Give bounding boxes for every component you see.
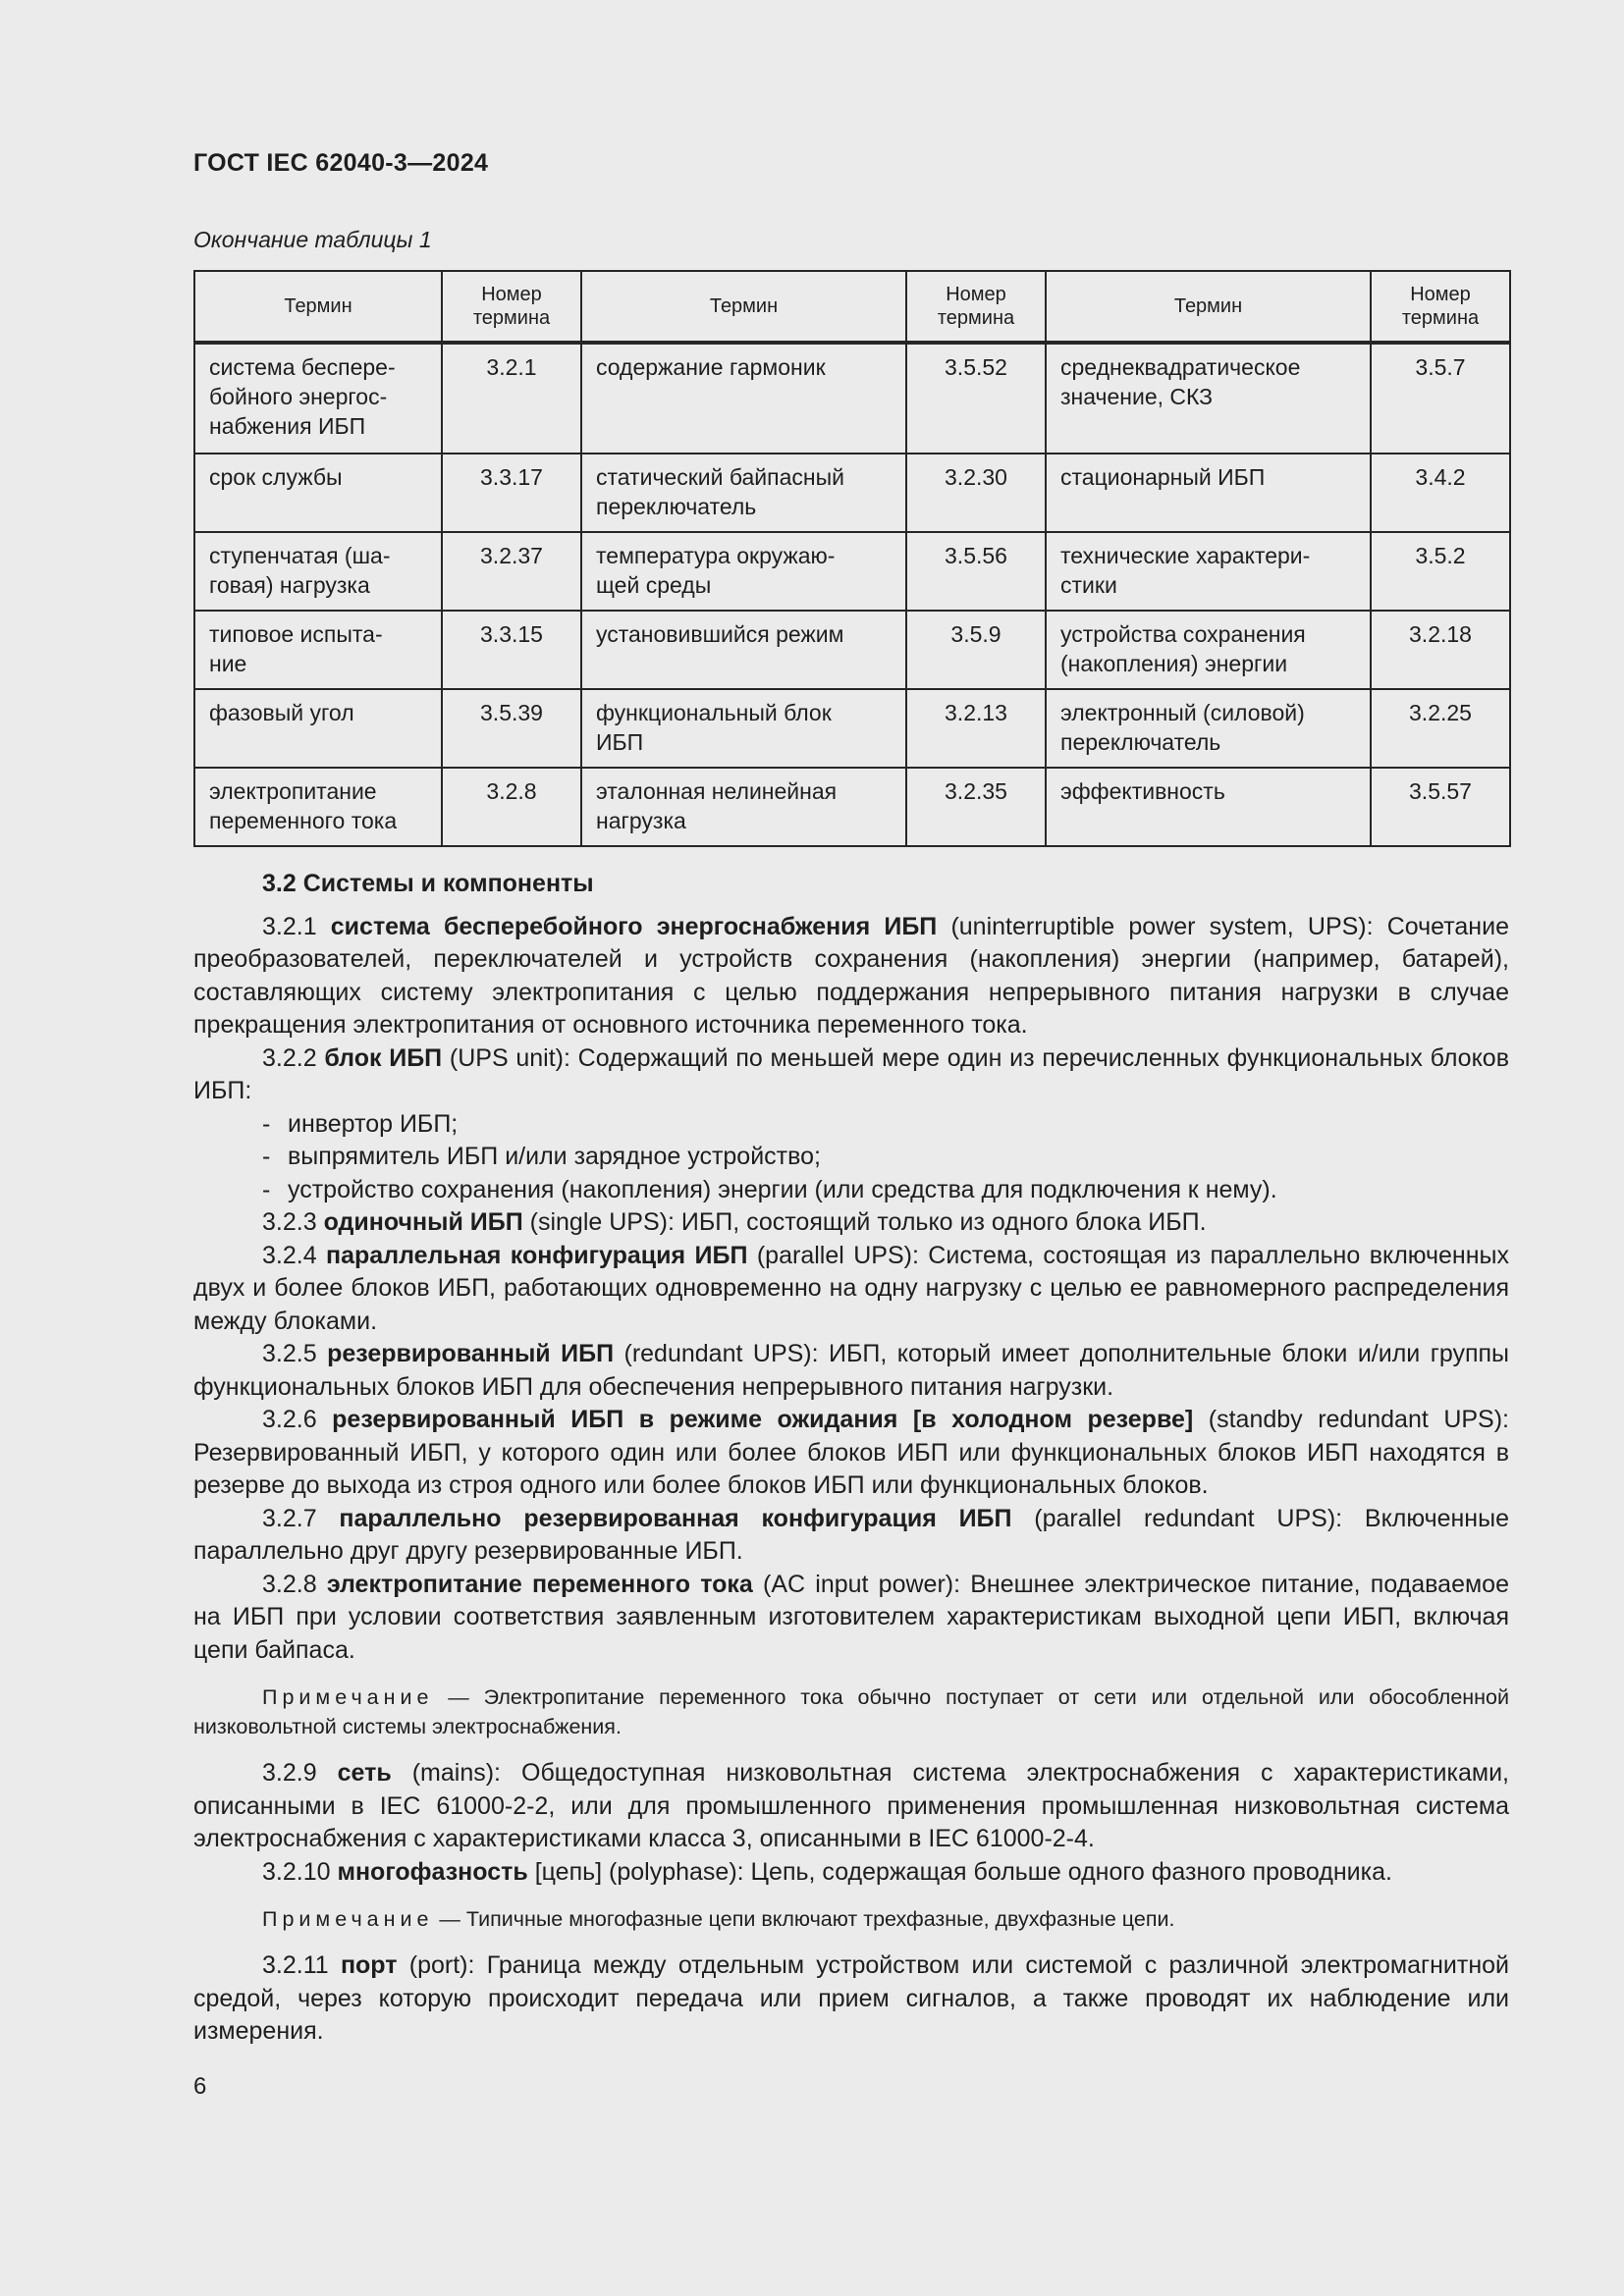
list-item (262, 1174, 1509, 1207)
definition-number: 3.2.6 (262, 1406, 333, 1433)
term-cell: устройства сохранения (накопления) энергии (1046, 611, 1371, 689)
note-text: — Электропитание переменного тока обычно поступает от сети или отдельной или обособленной низковольтной системы электроснабжения. (193, 1685, 1509, 1738)
definition-text: (port): Граница между отдельным устройством или системой с различной электромагнитной средой, через которую происходит передача или прием сигналов, а также проводят их наблюдение или измерения. (193, 1951, 1509, 2045)
definition-term: блок ИБП (324, 1043, 443, 1072)
terms-table (193, 270, 1511, 847)
table-caption: Окончание таблицы 1 (193, 227, 432, 252)
term-number-cell: 3.5.56 (906, 532, 1046, 611)
header-term: Термин (581, 271, 906, 343)
list-item (262, 1108, 1509, 1142)
definition-3-2-2 (193, 1042, 1509, 1108)
definition-number: 3.2.11 (262, 1951, 341, 1979)
term-cell: фазовый угол (194, 689, 442, 768)
list-dash: - (262, 1143, 271, 1170)
definition-number: 3.2.4 (262, 1241, 327, 1269)
definition-3-2-3 (193, 1206, 1509, 1240)
term-cell: электропитание переменного тока (194, 768, 442, 846)
definition-text: (uninterruptible power system, UPS): Сочетание преобразователей, переключателей и устройств сохранения (накопления) энергии (например, батарей), составляющих систему электропитания с целью поддержания непрерывного питания нагрузки в случае прекращения электропитания от основного источника переменного тока. (193, 912, 1509, 1039)
definition-term: система бесперебойного энергоснабжения ИБП (330, 912, 938, 940)
term-number-cell: 3.2.8 (442, 768, 581, 846)
table-row (194, 611, 1510, 689)
term-number-cell: 3.4.2 (1371, 454, 1510, 532)
table-header-row (194, 271, 1510, 343)
term-cell: технические характери- стики (1046, 532, 1371, 611)
definition-3-2-5 (193, 1338, 1509, 1404)
term-number-cell: 3.2.18 (1371, 611, 1510, 689)
list-item (262, 1141, 1509, 1174)
definition-3-2-8 (193, 1569, 1509, 1668)
definition-term: многофазность (337, 1857, 528, 1886)
term-number-cell: 3.5.9 (906, 611, 1046, 689)
definition-number: 3.2.9 (262, 1759, 338, 1787)
table-row (194, 454, 1510, 532)
ups-blocks-list (193, 1108, 1509, 1207)
list-item-text: инвертор ИБП; (288, 1109, 459, 1138)
term-cell: ступенчатая (ша- говая) нагрузка (194, 532, 442, 611)
definition-3-2-10 (193, 1856, 1509, 1890)
list-item-text: устройство сохранения (накопления) энергии (или средства для подключения к нему). (288, 1175, 1277, 1203)
definition-text: [цепь] (polyphase): Цепь, содержащая больше одного фазного проводника. (527, 1857, 1392, 1886)
term-cell: статический байпасный переключатель (581, 454, 906, 532)
term-cell: функциональный блок ИБП (581, 689, 906, 768)
definition-number: 3.2.2 (262, 1043, 325, 1072)
term-number-cell: 3.5.57 (1371, 768, 1510, 846)
definition-text: (parallel redundant UPS): Включенные параллельно друг другу резервированные ИБП. (193, 1504, 1509, 1565)
header-term: Термин (1046, 271, 1371, 343)
definition-text: (single UPS): ИБП, состоящий только из одного блока ИБП. (522, 1208, 1207, 1236)
term-number-cell: 3.5.2 (1371, 532, 1510, 611)
page-number: 6 (193, 2073, 207, 2100)
definition-text: (UPS unit): Содержащий по меньшей мере один из перечисленных функциональных блоков ИБП: (193, 1043, 1509, 1104)
term-cell: содержание гармоник (581, 343, 906, 454)
term-cell: эффективность (1046, 768, 1371, 846)
header-term-number: Номер термина (442, 271, 581, 343)
term-number-cell: 3.2.35 (906, 768, 1046, 846)
definition-term: резервированный ИБП в режиме ожидания [в холодном резерве] (332, 1406, 1194, 1433)
table-row (194, 768, 1510, 846)
term-number-cell: 3.2.25 (1371, 689, 1510, 768)
definition-number: 3.2.5 (262, 1340, 328, 1367)
definition-term: параллельная конфигурация ИБП (326, 1241, 748, 1269)
term-number-cell: 3.2.13 (906, 689, 1046, 768)
definition-term: порт (340, 1951, 398, 1979)
definition-number: 3.2.1 (262, 912, 331, 940)
list-dash: - (262, 1175, 271, 1203)
note-3-2-8 (193, 1682, 1509, 1741)
definition-3-2-9 (193, 1757, 1509, 1856)
definition-term: электропитание переменного тока (326, 1570, 753, 1598)
standard-designation: ГОСТ IEC 62040-3—2024 (193, 149, 489, 177)
note-3-2-10 (193, 1904, 1509, 1934)
table-row (194, 532, 1510, 611)
definition-number: 3.2.3 (262, 1208, 324, 1236)
term-number-cell: 3.2.30 (906, 454, 1046, 532)
term-cell: типовое испыта- ние (194, 611, 442, 689)
term-number-cell: 3.5.7 (1371, 343, 1510, 454)
section-body (193, 868, 1509, 2049)
term-number-cell: 3.3.17 (442, 454, 581, 532)
definition-text: (AC input power): Внешнее электрическое питание, подаваемое на ИБП при условии соответствия заявленным изготовителем характеристикам выходной цепи ИБП, включая цепи байпаса. (193, 1570, 1509, 1664)
definition-3-2-6 (193, 1404, 1509, 1503)
definition-text: (redundant UPS): ИБП, который имеет дополнительные блоки и/или группы функциональных блоков ИБП для обеспечения непрерывного питания нагрузки. (193, 1340, 1509, 1401)
definition-3-2-1 (193, 911, 1509, 1042)
definition-text: (parallel UPS): Система, состоящая из параллельно включенных двух и более блоков ИБП, работающих одновременно на одну нагрузку с целью ее равномерного распределения между блоками. (193, 1241, 1509, 1335)
definition-number: 3.2.7 (262, 1504, 340, 1532)
term-number-cell: 3.2.1 (442, 343, 581, 454)
term-cell: стационарный ИБП (1046, 454, 1371, 532)
note-text: — Типичные многофазные цепи включают трехфазные, двухфазные цепи. (433, 1907, 1175, 1931)
term-cell: эталонная нелинейная нагрузка (581, 768, 906, 846)
note-label: Примечание (262, 1685, 434, 1709)
table-row (194, 689, 1510, 768)
header-term-number: Номер термина (1371, 271, 1510, 343)
definition-3-2-4 (193, 1240, 1509, 1339)
definition-term: одиночный ИБП (323, 1208, 523, 1236)
header-term: Термин (194, 271, 442, 343)
definition-term: резервированный ИБП (327, 1340, 615, 1367)
term-number-cell: 3.3.15 (442, 611, 581, 689)
definition-3-2-7 (193, 1503, 1509, 1569)
term-cell: система беспере- бойного энергос- набжения ИБП (194, 343, 442, 454)
term-number-cell: 3.5.39 (442, 689, 581, 768)
term-cell: срок службы (194, 454, 442, 532)
term-cell: электронный (силовой) переключатель (1046, 689, 1371, 768)
term-number-cell: 3.2.37 (442, 532, 581, 611)
term-cell: температура окружаю- щей среды (581, 532, 906, 611)
note-label: Примечание (262, 1907, 434, 1931)
list-item-text: выпрямитель ИБП и/или зарядное устройство; (288, 1143, 821, 1170)
definition-3-2-11 (193, 1949, 1509, 2049)
definition-number: 3.2.8 (262, 1570, 327, 1598)
definition-term: параллельно резервированная конфигурация ИБП (339, 1504, 1012, 1532)
header-term-number: Номер термина (906, 271, 1046, 343)
definition-text: (standby redundant UPS): Резервированный ИБП, у которого один или более блоков ИБП или функциональных блоков ИБП находятся в резерве до выхода из строя одного или более блоков ИБП или функциональных блоков. (193, 1406, 1510, 1499)
term-cell: установившийся режим (581, 611, 906, 689)
term-cell: среднеквадратическое значение, СКЗ (1046, 343, 1371, 454)
definition-text: (mains): Общедоступная низковольтная система электроснабжения с характеристиками, описанными в IEC 61000-2-2, или для промышленного применения промышленная низковольтная система электроснабжения с характеристиками класса 3, описанными в IEC 61000-2-4. (193, 1759, 1509, 1852)
list-dash: - (262, 1109, 271, 1138)
definition-number: 3.2.10 (262, 1857, 338, 1886)
definition-term: сеть (337, 1759, 392, 1787)
section-title: 3.2 Системы и компоненты (262, 870, 594, 897)
table-row (194, 343, 1510, 454)
term-number-cell: 3.5.52 (906, 343, 1046, 454)
